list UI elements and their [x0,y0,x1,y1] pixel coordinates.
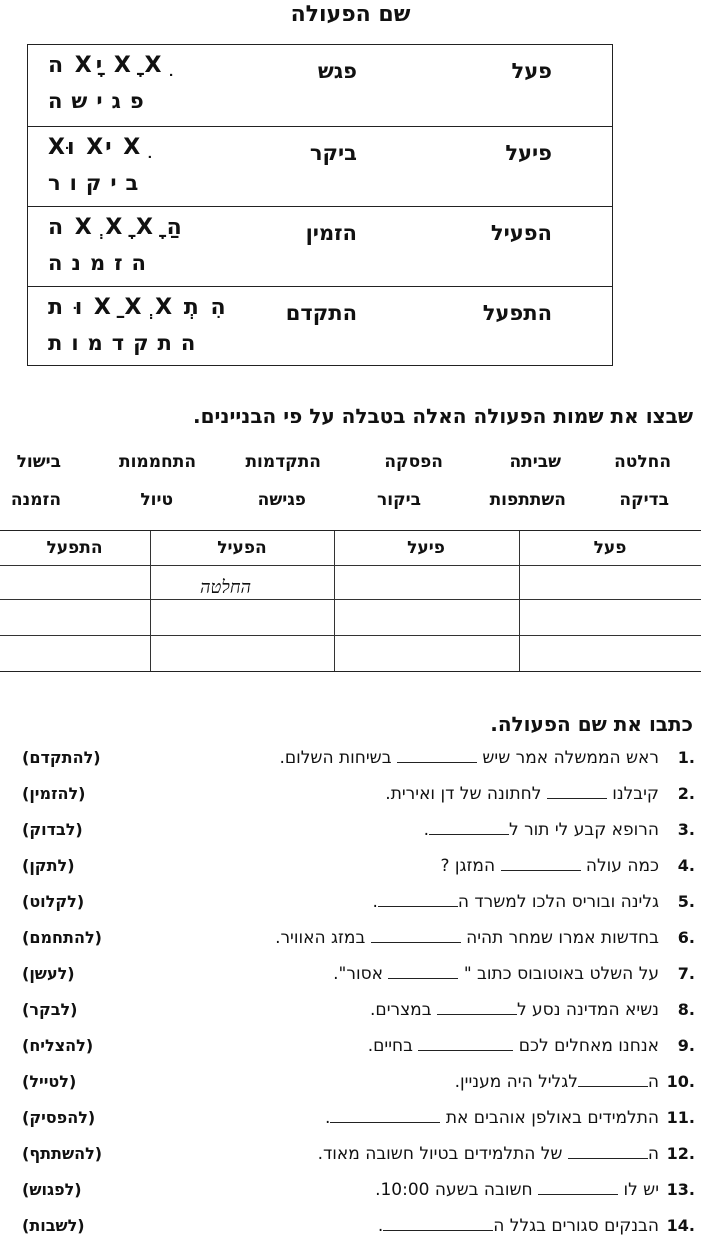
answer-blank[interactable] [383,1216,493,1231]
sort-header-paal: פעל [593,538,627,558]
binyan-row-piel [28,127,612,207]
exercise-row [0,964,701,990]
sentence-part: יש לו [623,1180,659,1200]
exercise-number: 5. [677,892,695,911]
exercise-number: 3. [677,820,695,839]
sentence-part: קיבלנו [612,784,659,804]
sentence-part: . [372,892,378,912]
binyan-name: פעל [511,59,552,83]
exercise-row [0,784,701,810]
exercise-sentence [370,1000,659,1020]
binyan-name: התפעל [482,301,552,325]
sentence-part: הבנקים סגורים בגלל ה [493,1216,659,1236]
table-divider [0,565,701,566]
word-bank-item: הזמנה [10,490,61,510]
binyan-verb: ביקר [309,141,357,165]
exercise-number: 13. [666,1180,695,1199]
sentence-part: במזג האוויר. [275,928,366,948]
binyan-verb: פגש [317,59,357,83]
binyan-pattern: Xָ Xִ יXָ ה [48,53,166,78]
exercise-number: 1. [677,748,695,767]
exercise-hint: (לפגוש) [22,1180,82,1199]
exercise-number: 11. [666,1108,695,1127]
sort-header-hifil: הפעיל [217,538,267,558]
answer-blank[interactable] [429,820,509,835]
exercise-hint: (להתקדם) [22,748,101,767]
sentence-part: הרופא קבע לי תור ל [509,820,659,840]
exercise-row [0,1108,701,1134]
sentence-part: לגליל היה מעניין. [454,1072,578,1092]
sentence-part: ראש הממשלה אמר שיש [482,748,659,768]
binyan-pattern: הִ תְ Xַ Xְ X וּ ת [48,295,228,320]
exercise-number: 10. [666,1072,695,1091]
answer-blank[interactable] [568,1144,648,1159]
exercise-sentence [333,964,659,984]
binyan-pattern: הַ Xְ Xָ Xָ ה [48,215,184,240]
sort-header-piel: פיעל [407,538,445,558]
sentence-part: . [325,1108,331,1128]
exercise-sentence [375,1180,659,1200]
word-bank-item: בישול [16,452,61,472]
binyan-noun: פגישה [48,89,153,113]
exercise-row [0,1180,701,1206]
sentence-part: במצרים. [370,1000,432,1020]
binyanim-table [27,44,613,366]
sort-header-hitpael: התפעל [46,538,103,558]
exercise-number: 2. [677,784,695,803]
word-bank-item: שביתה [509,452,561,472]
exercise-number: 8. [677,1000,695,1019]
sentence-part: ה [647,1144,659,1164]
exercise-number: 6. [677,928,695,947]
table-divider [334,531,335,671]
exercise-hint: (להפסיק) [22,1108,96,1127]
sentence-part: בחיים. [367,1036,413,1056]
binyan-name: פיעל [505,141,552,165]
exercise-row [0,1216,701,1242]
exercise-row [0,928,701,954]
exercise-row [0,856,701,882]
exercise-sentence [275,928,659,948]
answer-blank[interactable] [437,1000,517,1015]
word-bank-item: התקדמות [245,452,321,472]
sentence-part: לחתונה של דן ואירית. [385,784,542,804]
exercise-hint: (להזמין) [22,784,86,803]
page-title: שם הפעולה [290,2,411,27]
answer-blank[interactable] [397,748,477,763]
exercise-hint: (לטייל) [22,1072,77,1091]
exercise-sentence [440,856,659,876]
exercise-number: 7. [677,964,695,983]
write-instruction: כתבו את שם הפעולה. [490,712,693,736]
binyan-verb: הזמין [305,221,357,245]
binyan-row-hifil [28,207,612,287]
binyan-pattern: Xִ יX וּX [48,135,145,160]
answer-blank[interactable] [547,784,607,799]
exercise-number: 4. [677,856,695,875]
binyan-row-paal [28,45,612,127]
answer-blank[interactable] [578,1072,648,1087]
exercise-sentence [385,784,659,804]
sample-entry: החלטה [200,577,252,598]
table-divider [150,531,151,671]
sentence-part: חשובה בשעה 10:00. [375,1180,533,1200]
exercise-hint: (לשבות) [22,1216,85,1235]
answer-blank[interactable] [330,1108,440,1123]
exercise-sentence [325,1108,659,1128]
word-bank-item: התחממות [118,452,196,472]
sentence-part: אנחנו מאחלים לכם [518,1036,659,1056]
sentence-part: גלינה ובוריס הלכו למשרד ה [457,892,659,912]
exercise-row [0,892,701,918]
exercise-number: 12. [666,1144,695,1163]
exercise-row [0,748,701,774]
word-bank-item: השתתפות [489,490,566,510]
answer-blank[interactable] [388,964,458,979]
exercise-hint: (לבקר) [22,1000,78,1019]
exercise-hint: (להצליח) [22,1036,94,1055]
exercise-sentence [279,748,659,768]
sentence-part: ה [647,1072,659,1092]
exercise-hint: (להשתתף) [22,1144,103,1163]
sort-table [0,530,701,672]
exercise-hint: (לעשן) [22,964,75,983]
exercise-sentence [424,820,659,840]
exercise-sentence [368,1036,659,1056]
binyan-row-hitpael [28,287,612,364]
binyan-noun: התקדמות [48,331,205,355]
exercise-hint: (לבדוק) [22,820,83,839]
binyan-noun: הזמנה [48,251,155,275]
exercise-row [0,1072,701,1098]
exercise-row [0,1000,701,1026]
exercise-sentence [455,1072,659,1092]
sentence-part: נשיא המדינה נסע ל [516,1000,659,1020]
word-bank-item: ביקור [377,490,421,510]
exercise-number: 9. [677,1036,695,1055]
word-bank-item: החלטה [614,452,671,472]
binyan-noun: ביקור [48,171,148,195]
exercise-hint: (לקלוט) [22,892,85,911]
exercise-hint: (לתקן) [22,856,75,875]
word-bank-item: הפסקה [384,452,443,472]
sentence-part: . [377,1216,384,1236]
answer-blank[interactable] [538,1180,618,1195]
word-bank-item: בדיקה [619,490,669,510]
sentence-part: התלמידים באולפן אוהבים את [445,1108,659,1128]
answer-blank[interactable] [501,856,581,871]
sentence-part: המזגן ? [440,856,496,876]
sentence-part: בחדשות אמרו שמחר תהיה [466,928,659,948]
exercise-sentence [378,1216,659,1236]
exercise-sentence [318,1144,659,1164]
answer-blank[interactable] [371,928,461,943]
exercise-row [0,1144,701,1170]
word-bank [0,450,701,520]
sentence-part: על השלט באוטובוס כתוב " [463,964,659,984]
answer-blank[interactable] [378,892,458,907]
word-bank-item: פגישה [257,490,306,510]
exercise-sentence [372,892,659,912]
table-divider [0,599,701,600]
binyan-name: הפעיל [490,221,552,245]
sentence-part: אסור". [333,964,384,984]
table-divider [519,531,520,671]
exercise-row [0,1036,701,1062]
exercise-row [0,820,701,846]
sentence-part: . [423,820,429,840]
table-divider [0,635,701,636]
binyan-verb: התקדם [285,301,357,325]
word-bank-item: טיול [140,490,173,510]
sentence-part: כמה עולה [585,856,659,876]
sentence-part: בשיחות השלום. [279,748,392,768]
answer-blank[interactable] [418,1036,513,1051]
exercise-number: 14. [666,1216,695,1235]
sort-instruction: שבצו את שמות הפעולה האלה בטבלה על פי הבניינים. [193,404,693,428]
exercise-hint: (להתחמם) [22,928,102,947]
sentence-part: של התלמידים בטיול חשובה מאוד. [317,1144,563,1164]
